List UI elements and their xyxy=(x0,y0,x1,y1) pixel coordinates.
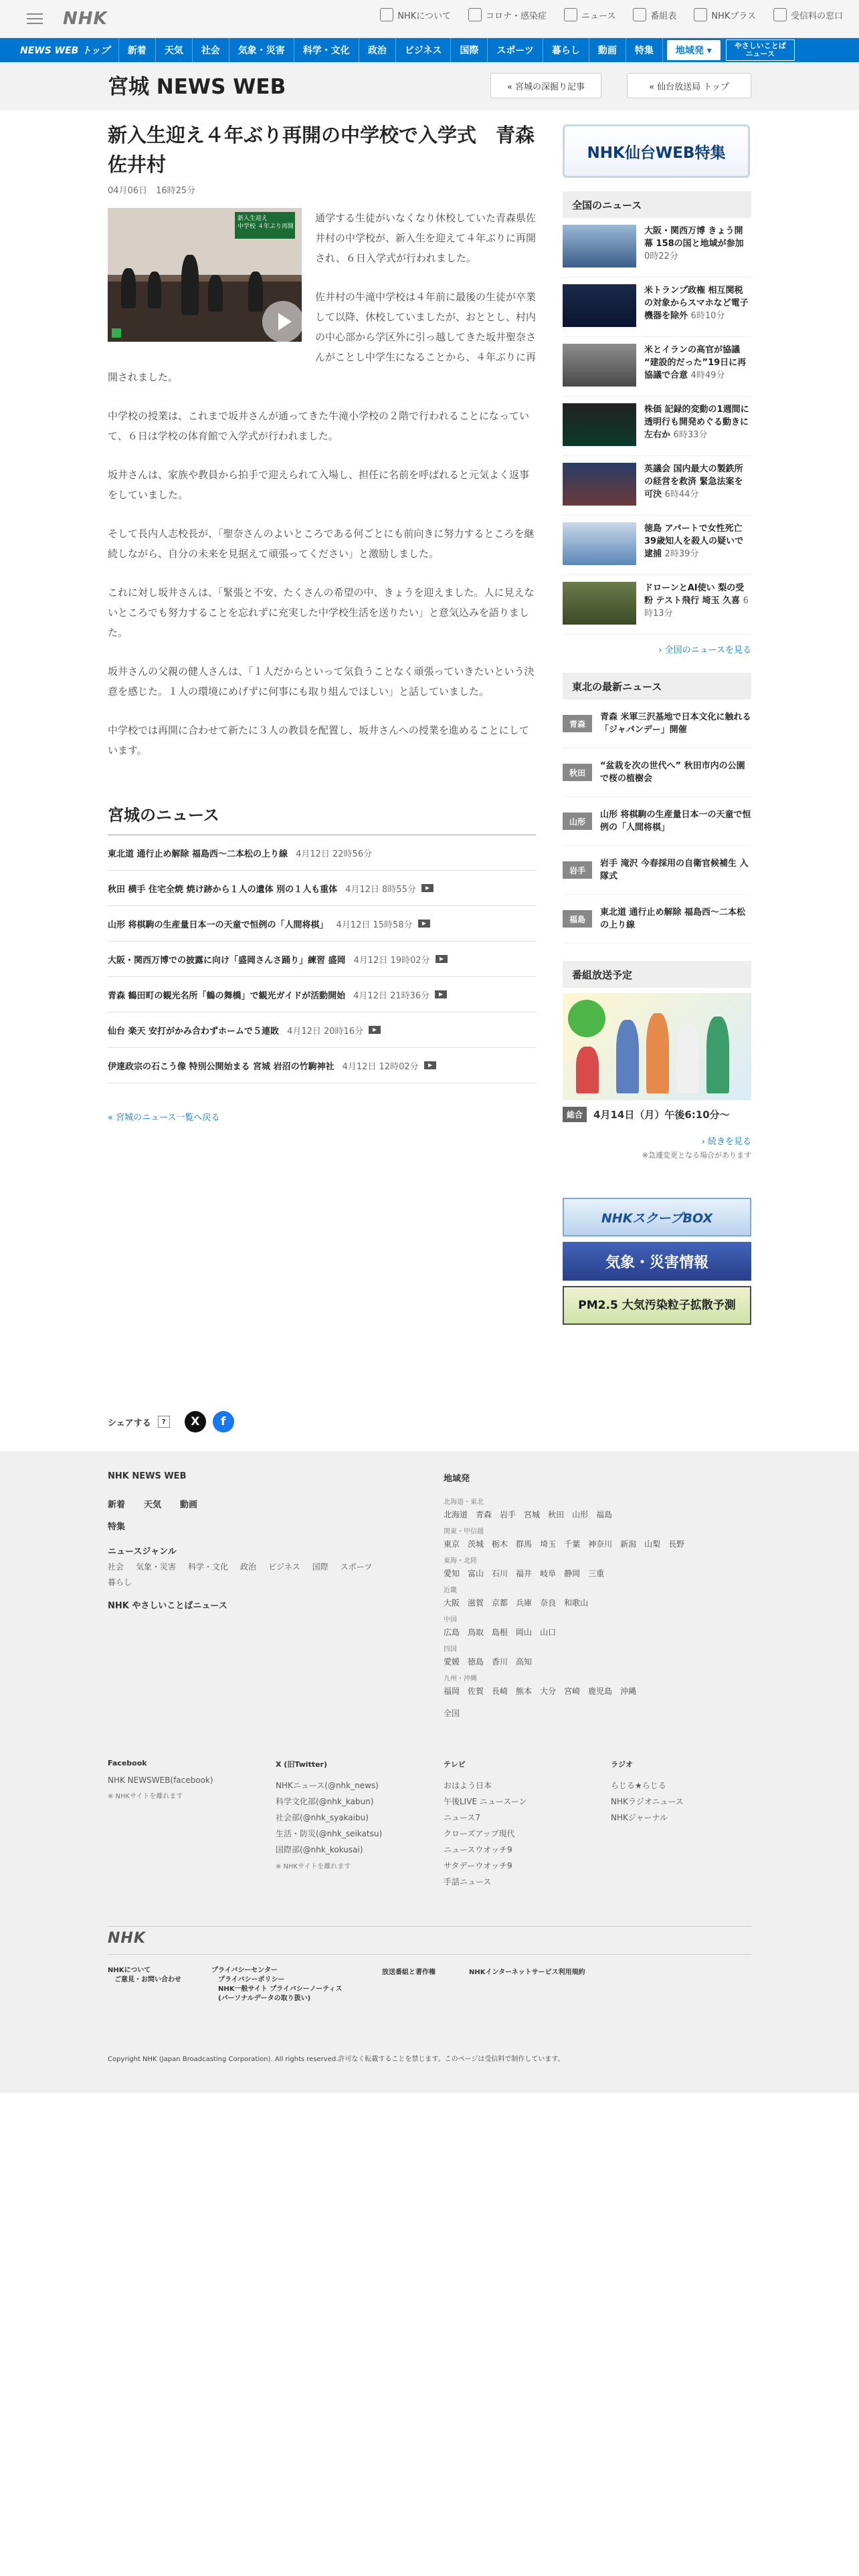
footer-pref-link[interactable]: 千葉 xyxy=(564,1539,581,1549)
footer-x-link[interactable]: NHKニュース(@nhk_news) xyxy=(276,1781,379,1790)
tv-icon xyxy=(694,8,707,21)
footer-pref-link[interactable]: 広島 xyxy=(444,1628,460,1637)
schedule-heading: 番組放送予定 xyxy=(563,961,751,988)
program-logo-icon xyxy=(568,1000,605,1037)
footer-pref-link[interactable]: 埼玉 xyxy=(540,1539,557,1549)
tohoku-news-heading: 東北の最新ニュース xyxy=(563,673,751,700)
footer-bottom-link[interactable]: NHK一般サイト プライバシーノーティス (パーソナルデータの取り扱い) xyxy=(218,1985,343,2002)
footer-pref-link[interactable]: 神奈川 xyxy=(588,1539,613,1549)
footer-pref-link[interactable]: 山形 xyxy=(572,1510,589,1519)
footer-pref-link[interactable]: 奈良 xyxy=(540,1598,557,1608)
region-tag: 青森 xyxy=(563,715,592,732)
footer-pref-link[interactable]: 兵庫 xyxy=(516,1598,533,1608)
footer-x-link[interactable]: 生活・防災(@nhk_seikatsu) xyxy=(276,1829,383,1838)
article-date: 04月06日 16時25分 xyxy=(108,186,196,196)
footer-tv-link[interactable]: ニュース7 xyxy=(444,1813,481,1822)
nav-special[interactable]: 特集 xyxy=(626,38,663,62)
list-item[interactable]: 東北道 通行止め解除 福島西～二本松の上り線 4月12日 22時56分 xyxy=(108,835,536,871)
news-thumbnail xyxy=(563,522,636,565)
covid-link[interactable]: コロナ・感染症 xyxy=(468,8,547,21)
footer-pref-link[interactable]: 静岡 xyxy=(564,1569,581,1578)
footer-pref-link[interactable]: 和歌山 xyxy=(564,1598,589,1608)
footer-region-block xyxy=(444,1673,751,1697)
nav-science[interactable]: 科学・文化 xyxy=(294,38,359,62)
info-icon xyxy=(380,8,393,21)
footer-region-name: 中国 xyxy=(444,1616,457,1624)
footer-x-title: X (旧Twitter) xyxy=(276,1760,327,1769)
news-thumbnail xyxy=(563,284,636,327)
list-item[interactable]: 青森 青森 米軍三沢基地で日本文化に触れる「ジャパンデー」開催 xyxy=(563,700,751,748)
list-item[interactable]: 山形 山形 将棋駒の生産量日本一の天童で恒例の「人間将棋」 xyxy=(563,797,751,846)
footer-x-link[interactable]: 科学文化部(@nhk_kabun) xyxy=(276,1797,374,1806)
nhk-mark-icon xyxy=(112,328,121,338)
footer-genre-link[interactable]: 政治 xyxy=(240,1562,257,1572)
list-item[interactable]: 米とイランの高官が協議 “建設的だった”19日に再協議で合意 4時49分 xyxy=(563,337,751,397)
list-item[interactable]: 仙台 楽天 安打がかみ合わずホームで５連敗 4月12日 20時16分 xyxy=(108,1012,536,1048)
footer-pref-link[interactable]: 富山 xyxy=(468,1569,484,1578)
video-icon xyxy=(369,1026,381,1034)
top-links xyxy=(380,8,843,21)
footer-easy-news[interactable]: NHK やさしいことばニュース xyxy=(108,1601,227,1611)
facebook-share-icon[interactable]: f xyxy=(213,1411,234,1432)
article-paragraph: 坂井さんの父親の健人さんは、「１人だからといって気負うことなく頑張っていきたいという決意を感じた。１人の環境にめげずに何事にも取り組んでほしい」と話していました。 xyxy=(108,665,535,697)
photo-caption-2: 中学校 ４年ぶり再開 xyxy=(237,223,294,230)
main-column xyxy=(108,120,536,1123)
list-item[interactable]: 大阪・関西万博での披露に向け「盛岡さんさ踊り」練習 盛岡 4月12日 19時02分 xyxy=(108,942,536,977)
footer-x xyxy=(276,1759,430,1870)
nhk-logo[interactable]: NHK xyxy=(63,9,108,29)
footer-pref-link[interactable]: 徳島 xyxy=(468,1657,484,1667)
footer-bottom-link[interactable]: NHKについて xyxy=(108,1967,151,1974)
footer-facebook-title: Facebook xyxy=(108,1759,147,1767)
footer-pref-link[interactable]: 愛媛 xyxy=(444,1657,460,1667)
footer-pref-link[interactable]: 宮崎 xyxy=(564,1687,581,1696)
footer-pref-link[interactable]: 鹿児島 xyxy=(588,1687,613,1696)
region-tag: 山形 xyxy=(563,813,592,830)
footer-radio-link[interactable]: NHKラジオニュース xyxy=(611,1797,684,1806)
footer-pref-link[interactable]: 熊本 xyxy=(516,1687,533,1696)
photo-caption-1: 新入生迎え xyxy=(237,215,268,222)
copyright: Copyright NHK (Japan Broadcasting Corporation). All rights reserved.許可なく転載することを禁じます。このページは受信料で制作しています。 xyxy=(108,2056,565,2063)
footer-pref-link[interactable]: 山梨 xyxy=(644,1539,661,1549)
menu-icon[interactable] xyxy=(27,13,43,24)
nav-disaster[interactable]: 気象・災害 xyxy=(229,38,294,62)
list-item[interactable]: 秋田 “盆栽を次の世代へ” 秋田市内の公園で桜の植樹会 xyxy=(563,748,751,797)
scoop-box-banner[interactable]: NHKスクープBOX xyxy=(563,1198,751,1237)
footer-pref-link[interactable]: 福島 xyxy=(596,1510,613,1519)
footer-pref-link[interactable]: 岐阜 xyxy=(540,1569,557,1578)
footer-pref-link[interactable]: 沖縄 xyxy=(620,1687,637,1696)
nav-video[interactable]: 動画 xyxy=(589,38,626,62)
footer-tv xyxy=(444,1759,591,1890)
nav-society[interactable]: 社会 xyxy=(193,38,229,62)
list-item[interactable]: 山形 将棋駒の生産量日本一の天童で恒例の「人間将棋」 4月12日 15時58分 xyxy=(108,906,536,942)
list-item[interactable]: 徳島 アパートで女性死亡 39歳知人を殺人の疑いで逮捕 2時39分 xyxy=(563,516,751,575)
list-item[interactable]: 伊達政宗の石こう像 特別公開始まる 宮城 岩沼の竹駒神社 4月12日 12時02分 xyxy=(108,1048,536,1083)
help-icon[interactable]: ? xyxy=(158,1416,170,1428)
nav-sports[interactable]: スポーツ xyxy=(488,38,543,62)
footer-pref-link[interactable]: 福井 xyxy=(516,1569,533,1578)
station-top-button[interactable]: « 仙台放送局 トップ xyxy=(627,73,751,98)
local-news-title: 宮城のニュース xyxy=(108,802,536,835)
footer-genre-link[interactable]: 社会 xyxy=(108,1562,124,1572)
footer-genre-link[interactable]: 気象・災害 xyxy=(136,1562,177,1572)
footer-genre-link[interactable]: 科学・文化 xyxy=(188,1562,229,1572)
footer-pref-link[interactable]: 滋賀 xyxy=(468,1598,484,1608)
article-paragraph: 坂井さんは、家族や教員から拍手で迎えられて入場し、担任に名前を呼ばれると元気よく返事をしていました。 xyxy=(108,469,530,501)
footer-region-name: 東海・北陸 xyxy=(444,1558,477,1565)
deep-dive-button[interactable]: « 宮城の深掘り記事 xyxy=(490,73,601,98)
footer-region-name: 関東・甲信越 xyxy=(444,1528,484,1535)
footer-x-link[interactable]: 社会部(@nhk_syakaibu) xyxy=(276,1813,369,1822)
share-row xyxy=(108,1411,234,1432)
nav-business[interactable]: ビジネス xyxy=(396,38,452,62)
footer-tokushu[interactable]: 特集 xyxy=(108,1522,126,1532)
footer-pref-link[interactable]: 長野 xyxy=(668,1539,685,1549)
list-item[interactable]: 青森 鶴田町の観光名所「鶴の舞橋」で観光ガイドが活動開始 4月12日 21時36分 xyxy=(108,977,536,1012)
x-share-icon[interactable]: X xyxy=(185,1411,206,1432)
schedule-note: ※急遽変更となる場合があります xyxy=(642,1151,751,1160)
nav-easy-news[interactable]: やさしいことば ニュース xyxy=(726,39,795,61)
program-image[interactable] xyxy=(563,993,751,1100)
footer-pref-link[interactable]: 東京 xyxy=(444,1539,460,1549)
footer-regional-title: 地域発 xyxy=(444,1474,470,1484)
footer-x-note: ※ NHKサイトを離れます xyxy=(276,1863,351,1870)
footer-pref-link[interactable]: 群馬 xyxy=(516,1539,533,1549)
footer-link[interactable]: 動画 xyxy=(180,1500,198,1510)
news-thumbnail xyxy=(563,463,636,506)
footer-pref-link[interactable]: 宮城 xyxy=(524,1510,541,1519)
local-news-section xyxy=(108,802,536,1123)
footer-bottom-link[interactable]: NHKインターネットサービス利用規約 xyxy=(469,1969,585,1976)
footer-genre-title: ニュースジャンル xyxy=(108,1547,177,1557)
footer-nhk-logo[interactable]: NHK xyxy=(108,1930,146,1947)
list-item[interactable]: 大阪・関西万博 きょう開幕 158の国と地域が参加 0時22分 xyxy=(563,218,751,278)
footer-pref-link[interactable]: 石川 xyxy=(492,1569,508,1578)
footer-news-web xyxy=(108,1471,402,1611)
sendai-web-special-banner[interactable]: NHK仙台WEB特集 xyxy=(563,124,750,178)
list-item[interactable]: ドローンとAI使い 梨の受粉 テスト飛行 埼玉 久喜 6時13分 xyxy=(563,575,751,635)
footer-region-block xyxy=(444,1525,751,1549)
footer-bottom-link[interactable]: 放送番組と著作権 xyxy=(382,1969,436,1976)
footer-pref-link[interactable]: 秋田 xyxy=(548,1510,565,1519)
news-thumbnail xyxy=(563,225,636,267)
footer-tv-link[interactable]: クローズアップ現代 xyxy=(444,1829,515,1838)
news-thumbnail xyxy=(563,582,636,625)
nav-top[interactable]: NEWS WEB トップ xyxy=(16,38,119,62)
footer-bottom-link[interactable]: プライバシーセンター xyxy=(211,1967,278,1974)
article-paragraph: 中学校では再開に合わせて新たに３人の教員を配置し、坂井さんへの授業を進めることにしています。 xyxy=(108,724,529,756)
footer-pref-link[interactable]: 栃木 xyxy=(492,1539,508,1549)
article-video-thumbnail[interactable] xyxy=(108,208,302,342)
back-to-local-news-link[interactable]: « 宮城のニュース一覧へ戻る xyxy=(108,1113,220,1123)
virus-icon xyxy=(468,8,482,21)
footer-pref-link[interactable]: 山口 xyxy=(540,1628,557,1637)
footer-region-block xyxy=(444,1496,751,1520)
footer-pref-link[interactable]: 福岡 xyxy=(444,1687,460,1696)
video-icon xyxy=(424,1061,436,1069)
footer-link[interactable]: 新着 xyxy=(108,1500,126,1510)
footer-region-block xyxy=(444,1584,751,1608)
footer-region-block xyxy=(444,1614,751,1638)
footer-pref-link[interactable]: 香川 xyxy=(492,1657,508,1667)
footer-region-name: 九州・沖縄 xyxy=(444,1675,477,1683)
footer-regional xyxy=(444,1471,751,1719)
nav-new[interactable]: 新着 xyxy=(119,38,156,62)
nav-weather[interactable]: 天気 xyxy=(156,38,193,62)
footer-pref-link[interactable]: 島根 xyxy=(492,1628,508,1637)
nav-international[interactable]: 国際 xyxy=(451,38,488,62)
footer-bottom-link[interactable]: ご意見・お問い合わせ xyxy=(114,1976,181,1983)
region-tag: 福島 xyxy=(563,910,592,928)
footer-region-name: 近畿 xyxy=(444,1587,457,1594)
national-news-heading: 全国のニュース xyxy=(563,191,751,218)
footer-tv-link[interactable]: サタデーウオッチ9 xyxy=(444,1861,512,1870)
footer-radio-link[interactable]: NHKジャーナル xyxy=(611,1813,668,1822)
top-bar xyxy=(0,0,859,38)
footer-region-block xyxy=(444,1555,751,1579)
schedule-date: 4月14日（月）午後6:10分～ xyxy=(593,1109,730,1121)
footer-pref-link[interactable]: 岩手 xyxy=(500,1510,516,1519)
footer-tv-link[interactable]: ニュースウオッチ9 xyxy=(444,1845,512,1854)
footer-bottom-link[interactable]: プライバシーポリシー xyxy=(218,1976,285,1983)
nav-life[interactable]: 暮らし xyxy=(543,38,589,62)
main-nav xyxy=(0,38,859,62)
article-paragraph: そして長内人志校長が、「聖奈さんのよいところである何ごとにも前向きに努力するところを継続しながら、自分の未来を見据えて頑張ってください」と激励しました。 xyxy=(108,528,535,560)
footer-facebook-link[interactable]: NHK NEWSWEB(facebook) xyxy=(108,1776,213,1785)
calendar-icon xyxy=(633,8,646,21)
video-icon xyxy=(418,920,430,928)
footer-pref-link[interactable]: 大阪 xyxy=(444,1598,460,1608)
footer-radio-link[interactable]: らじる★らじる xyxy=(611,1781,666,1790)
footer-region-block xyxy=(444,1643,751,1667)
tohoku-news-list xyxy=(563,700,751,944)
play-icon[interactable] xyxy=(262,301,302,342)
footer-zenkoku-link[interactable]: 全国 xyxy=(444,1709,460,1718)
footer-genre-link[interactable]: ビジネス xyxy=(268,1562,300,1572)
video-icon xyxy=(435,990,447,998)
share-label: シェアする xyxy=(108,1418,151,1428)
footer-pref-link[interactable]: 青森 xyxy=(476,1510,492,1519)
national-news-list xyxy=(563,218,751,635)
article-title: 新入生迎え４年ぶり再開の中学校で入学式 青森 佐井村 xyxy=(108,124,535,176)
list-item[interactable]: 株価 記録的変動の1週間に 透明行も開発めぐる動きに左右か 6時33分 xyxy=(563,397,751,456)
channel-badge: 総合 xyxy=(563,1107,587,1122)
news-icon xyxy=(564,8,577,21)
footer-x-link[interactable]: 国際部(@nhk_kokusai) xyxy=(276,1845,363,1854)
footer-region-name: 北海道・東北 xyxy=(444,1499,484,1506)
article-paragraph: 中学校の授業は、これまで坂井さんが通ってきた牛滝小学校の２階で行われることになっていて、６日は学校の体育館で入学式が行われました。 xyxy=(108,410,530,442)
video-icon xyxy=(436,955,448,963)
footer-genre-link[interactable]: 暮らし xyxy=(108,1578,132,1587)
region-tag: 岩手 xyxy=(563,861,592,879)
national-news-more-link[interactable]: › 全国のニュースを見る xyxy=(658,645,751,655)
article-body xyxy=(108,208,536,760)
footer-pref-link[interactable]: 三重 xyxy=(588,1569,605,1578)
footer xyxy=(0,1451,859,2093)
footer-pref-link[interactable]: 茨城 xyxy=(468,1539,484,1549)
list-item[interactable]: 英議会 国内最大の製鉄所の経営を救済 緊急法案を可決 6時44分 xyxy=(563,456,751,516)
footer-link[interactable]: 天気 xyxy=(144,1500,162,1510)
banner-list xyxy=(563,1198,751,1325)
nav-politics[interactable]: 政治 xyxy=(359,38,396,62)
footer-facebook xyxy=(108,1759,255,1800)
list-item[interactable]: 岩手 岩手 滝沢 今春採用の自衛官候補生 入隊式 xyxy=(563,846,751,895)
footer-pref-link[interactable]: 新潟 xyxy=(620,1539,637,1549)
video-icon xyxy=(421,884,434,892)
footer-pref-link[interactable]: 鳥取 xyxy=(468,1628,484,1637)
footer-pref-link[interactable]: 北海道 xyxy=(444,1510,468,1519)
footer-tv-link[interactable]: おはよう日本 xyxy=(444,1781,492,1790)
list-item[interactable]: 秋田 横手 住宅全焼 焼け跡から１人の遺体 別の１人も重体 4月12日 8時55分 xyxy=(108,871,536,906)
footer-genre-link[interactable]: スポーツ xyxy=(340,1562,373,1572)
list-item[interactable]: 福島 東北道 通行止め解除 福島西～二本松の上り線 xyxy=(563,895,751,944)
footer-radio xyxy=(611,1759,751,1826)
footer-pref-link[interactable]: 愛知 xyxy=(444,1569,460,1578)
footer-news-web-title[interactable]: NHK NEWS WEB xyxy=(108,1471,187,1481)
footer-pref-link[interactable]: 高知 xyxy=(516,1657,533,1667)
news-link[interactable]: ニュース xyxy=(564,8,615,21)
fee-link[interactable]: 受信料の窓口 xyxy=(773,8,843,21)
footer-pref-link[interactable]: 岡山 xyxy=(516,1628,533,1637)
footer-tv-link[interactable]: 午後LIVE ニュースーン xyxy=(444,1797,527,1806)
footer-radio-title: ラジオ xyxy=(611,1760,633,1769)
sidebar xyxy=(563,120,751,1330)
schedule-more-link[interactable]: › 続きを見る xyxy=(701,1137,751,1147)
about-nhk-link[interactable]: NHKについて xyxy=(380,8,451,21)
article-paragraph: これに対し坂井さんは、「緊張と不安、たくさんの希望の中、きょうを迎えました。人に見えないところでも努力することを忘れずに充実した中学校生活を送りたい」と意気込みを語りました。 xyxy=(108,586,535,639)
schedule-row xyxy=(563,1107,751,1122)
article-paragraph: 佐井村の牛滝中学校は４年前に最後の生徒が卒業して以降、休校していましたが、おととし、村内の中心部から学区外に引っ越してきた坂井聖奈さんがことし中学生になることから、４年ぶりに再開されました。 xyxy=(108,291,537,383)
nav-regional[interactable]: 地域発 ▾ xyxy=(667,40,721,60)
footer-pref-link[interactable]: 長崎 xyxy=(492,1687,508,1696)
list-item[interactable]: 米トランプ政権 相互関税の対象からスマホなど電子機器を除外 6時10分 xyxy=(563,278,751,337)
article-paragraph: 通学する生徒がいなくなり休校していた青森県佐井村の中学校が、新入生を迎えて４年ぶりに再開され、６日入学式が行われました。 xyxy=(315,212,537,264)
region-tag: 秋田 xyxy=(563,764,592,781)
footer-tv-title: テレビ xyxy=(444,1760,466,1769)
footer-pref-link[interactable]: 大分 xyxy=(540,1687,557,1696)
footer-region-name: 四国 xyxy=(444,1646,457,1653)
news-thumbnail xyxy=(563,344,636,387)
local-news-list xyxy=(108,835,536,1083)
footer-genre-link[interactable]: 国際 xyxy=(312,1562,328,1572)
nhk-plus-link[interactable]: NHKプラス xyxy=(694,8,756,21)
page-title: 宮城 NEWS WEB xyxy=(108,75,286,99)
footer-facebook-note: ※ NHKサイトを離れます xyxy=(108,1793,183,1800)
news-thumbnail xyxy=(563,403,636,446)
footer-pref-link[interactable]: 京都 xyxy=(492,1598,508,1608)
footer-tv-link[interactable]: 手話ニュース xyxy=(444,1877,492,1887)
pm25-banner[interactable]: PM2.5 大気汚染粒子拡散予測 xyxy=(563,1286,751,1325)
document-icon xyxy=(773,8,787,21)
program-guide-link[interactable]: 番組表 xyxy=(633,8,676,21)
footer-pref-link[interactable]: 佐賀 xyxy=(468,1687,484,1696)
weather-disaster-banner[interactable]: 気象・災害情報 xyxy=(563,1242,751,1281)
